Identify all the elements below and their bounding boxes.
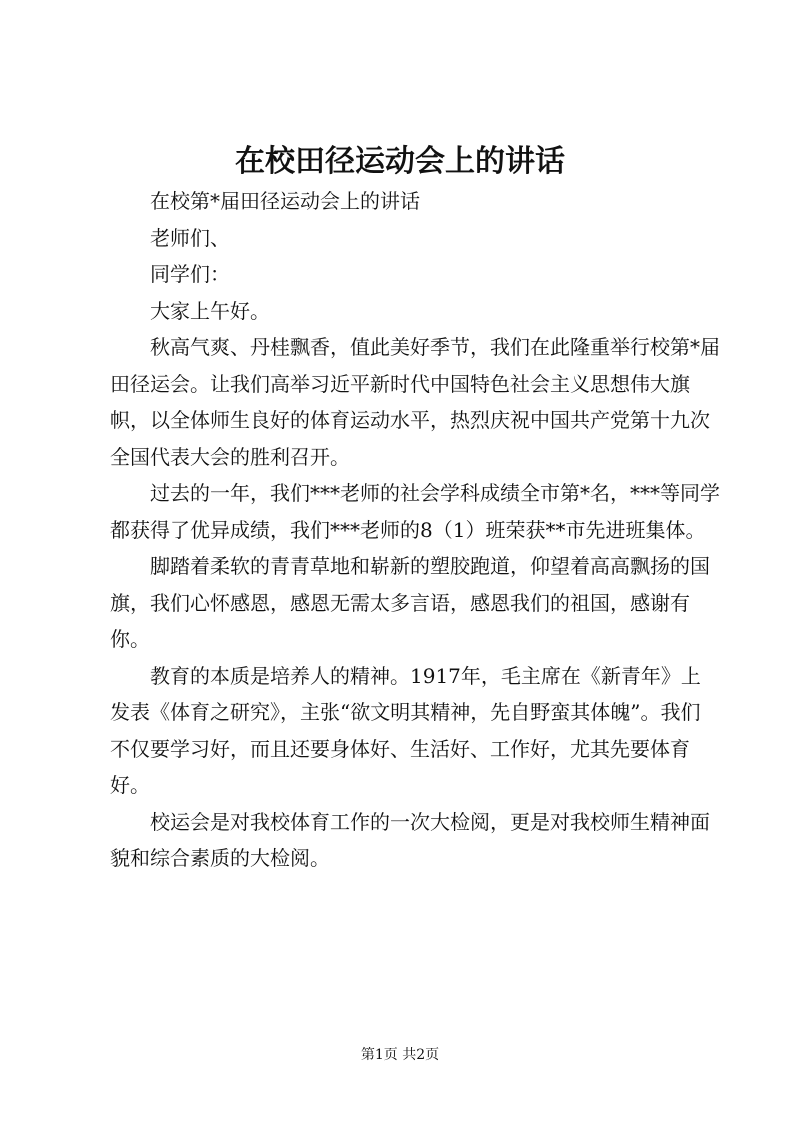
document-title: 在校田径运动会上的讲话 (235, 144, 565, 179)
paragraph-education: 教育的本质是培养人的精神。1917年，毛主席在《新青年》上发表《体育之研究》，主张“欲文明其精神，先自野蛮其体魄”。我们不仅要学习好，而且还要身体好、生活好、工作好，尤其先要体育好。 (110, 663, 701, 797)
paragraph-gratitude: 脚踏着柔软的青青草地和崭新的塑胶跑道，仰望着高高飘扬的国旗，我们心怀感恩，感恩无需太多言语，感恩我们的祖国，感谢有你。 (110, 554, 710, 651)
paragraph-greeting-teachers: 老师们、 (150, 225, 230, 250)
paragraph-achievements: 过去的一年，我们***老师的社会学科成绩全市第*名，***等同学都获得了优异成绩，我们***老师的8（1）班荣获**市先进班集体。 (110, 481, 720, 542)
paragraph-sports-meet: 校运会是对我校体育工作的一次大检阅，更是对我校师生精神面貌和综合素质的大检阅。 (110, 809, 710, 870)
paragraph-opening: 秋高气爽、丹桂飘香，值此美好季节，我们在此隆重举行校第*届田径运会。让我们高举习近平新时代中国特色社会主义思想伟大旗帜，以全体师生良好的体育运动水平，热烈庆祝中国共产党第十九次全国代表大会的胜利召开。 (110, 335, 720, 469)
page-number-footer: 第1页 共2页 (360, 1047, 440, 1063)
paragraph-greeting-students: 同学们： (150, 262, 230, 286)
paragraph-good-morning: 大家上午好。 (150, 298, 270, 323)
paragraph-subtitle: 在校第*届田径运动会上的讲话 (150, 189, 420, 213)
document-body (110, 183, 720, 877)
